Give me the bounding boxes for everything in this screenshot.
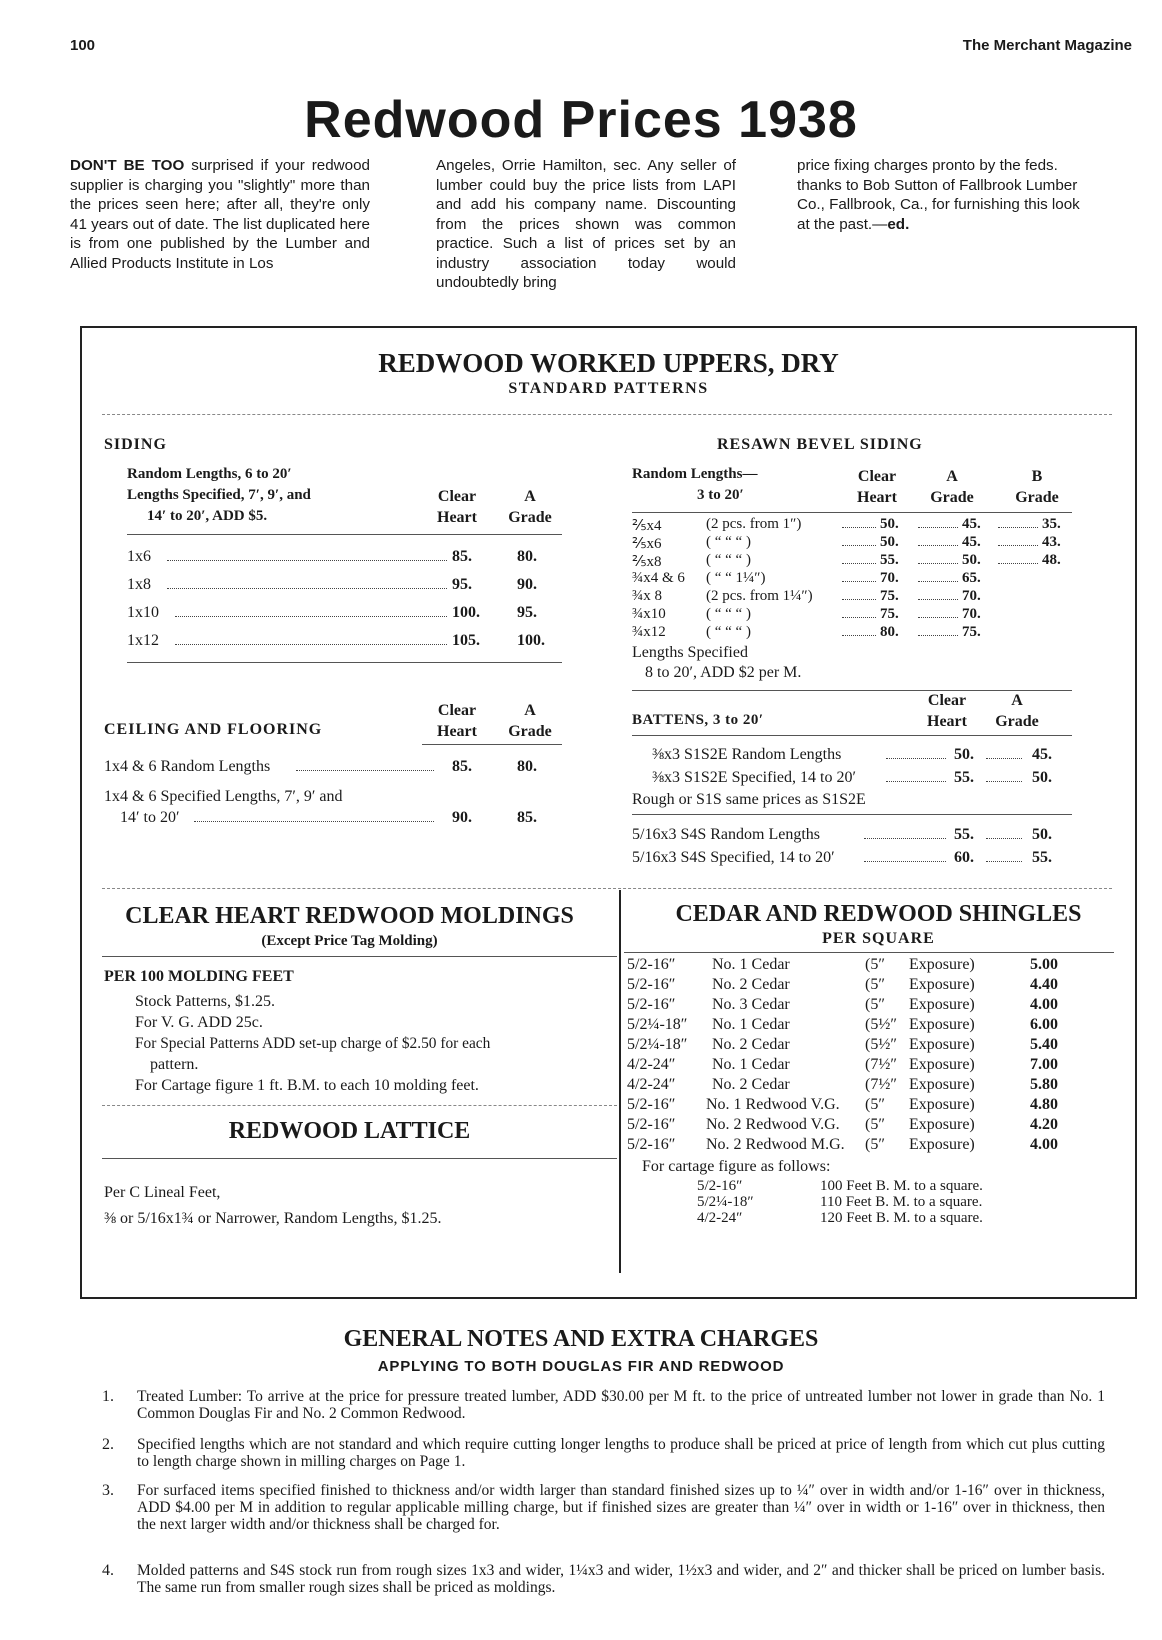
row-a: 85. <box>517 809 537 826</box>
leader <box>918 570 958 582</box>
shingle-exposure: (5½″ <box>865 1036 897 1053</box>
shingle-kind: No. 2 Redwood M.G. <box>706 1136 845 1153</box>
intro-col-1-text: surprised if your redwood supplier is charging you "slightly" more than the prices seen here; after all, they're only 41 years out of date. The list duplicated here is from one published by the Lumber and Allied Products Institute in Los <box>70 157 370 272</box>
shingle-exposure: (7½″ <box>865 1076 897 1093</box>
shingle-size: 5/2¼-18″ <box>627 1016 688 1033</box>
shingles-title: CEDAR AND REDWOOD SHINGLES <box>675 901 1082 927</box>
shingle-size: 5/2¼-18″ <box>627 1036 688 1053</box>
shingle-exposure: (5″ <box>865 1116 885 1133</box>
leader <box>986 746 1022 759</box>
row-label: 5/16x3 S4S Specified, 14 to 20′ <box>632 849 835 866</box>
cartage-text: 110 Feet B. M. to a square. <box>820 1194 983 1210</box>
lattice-title: REDWOOD LATTICE <box>228 1118 471 1144</box>
shingle-price: 5.00 <box>1030 956 1058 973</box>
row-size: ⅖x8 <box>632 554 662 570</box>
note-number: 3. <box>102 1482 114 1499</box>
row-a: 50. <box>962 552 981 568</box>
row-clear: 75. <box>880 606 899 622</box>
shingle-kind: No. 1 Cedar <box>712 956 790 973</box>
row-a: 55. <box>1032 849 1052 866</box>
divider <box>102 1105 617 1106</box>
divider <box>127 534 562 535</box>
row-size: 1x12 <box>127 632 159 649</box>
row-a: 70. <box>962 606 981 622</box>
row-note: (2 pcs. from 1″) <box>706 516 802 532</box>
note-text: Molded patterns and S4S stock run from rough sizes 1x3 and wider, 1¼x3 and wider, 1½x3 and wider, and 2″ and thicker shall be priced on lumber basis. The same run from smaller rough sizes shall be priced as moldings. <box>137 1562 1105 1596</box>
shingle-exposure-label: Exposure) <box>909 1096 975 1113</box>
intro-col-3 <box>797 156 1087 234</box>
row-clear: 95. <box>452 576 472 593</box>
row-a: 65. <box>962 570 981 586</box>
lattice-line-2: ⅜ or 5/16x1¾ or Narrower, Random Lengths, $1.25. <box>104 1210 442 1227</box>
divider <box>102 1158 617 1159</box>
shingle-exposure-label: Exposure) <box>909 1136 975 1153</box>
row-clear: 55. <box>954 826 974 843</box>
divider <box>632 512 1072 513</box>
shingle-price: 4.40 <box>1030 976 1058 993</box>
row-clear: 55. <box>880 552 899 568</box>
bevel-heading: RESAWN BEVEL SIDING <box>717 436 923 453</box>
siding-col-clear: Clear Heart <box>437 488 477 526</box>
shingle-size: 5/2-16″ <box>627 1096 676 1113</box>
divider <box>624 952 1114 953</box>
magazine-name: The Merchant Magazine <box>962 37 1132 54</box>
battens-col-a: A Grade <box>995 692 1039 730</box>
leader <box>864 826 946 839</box>
row-note: ( “ “ “ ) <box>706 624 751 640</box>
bevel-col-a: A Grade <box>930 468 974 506</box>
leader <box>918 516 958 528</box>
leader <box>864 849 946 862</box>
row-size: ⅖x6 <box>632 536 662 552</box>
divider <box>422 744 562 745</box>
shingle-price: 4.00 <box>1030 996 1058 1013</box>
row-a: 50. <box>1032 769 1052 786</box>
intro-lead: DON'T BE TOO <box>70 157 185 174</box>
shingle-price: 4.80 <box>1030 1096 1058 1113</box>
cartage-size: 5/2¼-18″ <box>697 1194 754 1210</box>
row-a: 50. <box>1032 826 1052 843</box>
shingles-cartage: For cartage figure as follows: <box>642 1158 831 1175</box>
divider <box>632 735 1072 736</box>
siding-col-a: A Grade <box>508 488 552 526</box>
intro-col-1 <box>70 156 370 273</box>
row-label: 1x4 & 6 Specified Lengths, 7′, 9′ and <box>104 788 343 805</box>
leader <box>842 624 876 636</box>
shingle-exposure: (5″ <box>865 996 885 1013</box>
row-label: 5/16x3 S4S Random Lengths <box>632 826 821 843</box>
battens-heading: BATTENS, 3 to 20′ <box>632 712 764 728</box>
row-clear: 75. <box>880 588 899 604</box>
moldings-line: For Special Patterns ADD set-up charge of $2.50 for each <box>135 1035 491 1052</box>
shingle-exposure: (5″ <box>865 956 885 973</box>
note-text: For surfaced items specified finished to thickness and/or width larger than standard finished sizes up to ¼″ over in width and/or 1-16″ over in thickness, ADD $4.00 per M in addition to regular applicable milling charge, but if finished sizes are greater than ¼″ over in width or 1-16″ over in thickness, then the next larger width and/or thickness shall be charged for. <box>137 1482 1105 1533</box>
leader <box>918 624 958 636</box>
row-size: 1x8 <box>127 576 151 593</box>
notes-subtitle: APPLYING TO BOTH DOUGLAS FIR AND REDWOOD <box>377 1358 785 1375</box>
row-a: 80. <box>517 758 537 775</box>
shingle-exposure: (5″ <box>865 1136 885 1153</box>
moldings-title: CLEAR HEART REDWOOD MOLDINGS <box>125 903 574 929</box>
shingle-size: 5/2-16″ <box>627 976 676 993</box>
row-label: Rough or S1S same prices as S1S2E <box>632 791 866 808</box>
shingle-size: 5/2-16″ <box>627 956 676 973</box>
bevel-col-b: B Grade <box>1015 468 1059 506</box>
shingle-kind: No. 2 Cedar <box>712 976 790 993</box>
shingle-exposure-label: Exposure) <box>909 1116 975 1133</box>
battens-col-clear: Clear Heart <box>927 692 967 730</box>
divider <box>102 414 1112 415</box>
row-note: ( “ “ “ ) <box>706 552 751 568</box>
leader <box>842 552 876 564</box>
shingle-exposure-label: Exposure) <box>909 1076 975 1093</box>
cartage-text: 100 Feet B. M. to a square. <box>820 1178 983 1194</box>
note-number: 1. <box>102 1388 114 1405</box>
row-clear: 60. <box>954 849 974 866</box>
shingle-exposure-label: Exposure) <box>909 956 975 973</box>
leader <box>842 534 876 546</box>
cartage-size: 5/2-16″ <box>697 1178 743 1194</box>
shingle-size: 5/2-16″ <box>627 996 676 1013</box>
shingle-exposure-label: Exposure) <box>909 996 975 1013</box>
shingle-price: 6.00 <box>1030 1016 1058 1033</box>
table-row <box>104 788 343 806</box>
row-label: ⅜x3 S1S2E Random Lengths <box>652 746 842 763</box>
shingle-price: 4.00 <box>1030 1136 1058 1153</box>
row-clear: 55. <box>954 769 974 786</box>
leader <box>986 769 1022 782</box>
row-a: 100. <box>517 632 545 649</box>
row-b: 48. <box>1042 552 1061 568</box>
divider <box>102 956 617 957</box>
ceiling-col-clear: Clear Heart <box>437 702 477 740</box>
leader <box>918 588 958 600</box>
leader <box>296 758 434 771</box>
cartage-text: 120 Feet B. M. to a square. <box>820 1210 983 1226</box>
ceiling-heading: CEILING AND FLOORING <box>104 721 323 738</box>
leader <box>842 570 876 582</box>
moldings-per: PER 100 MOLDING FEET <box>104 968 294 985</box>
shingle-kind: No. 2 Cedar <box>712 1076 790 1093</box>
leader <box>886 746 946 759</box>
uppers-subtitle: STANDARD PATTERNS <box>508 380 709 397</box>
moldings-subtitle: (Except Price Tag Molding) <box>261 933 438 949</box>
moldings-line: Stock Patterns, $1.25. <box>135 993 275 1010</box>
row-size: ⅖x4 <box>632 518 662 534</box>
row-size: 1x10 <box>127 604 159 621</box>
intro-col-2: Angeles, Orrie Hamilton, sec. Any seller of lumber could buy the price lists from LAPI and add his company name. Discounting from the prices shown was common practice. Such a list of prices set by an industry association today would undoubtedly bring <box>436 157 736 291</box>
leader <box>842 516 876 528</box>
row-label: ⅜x3 S1S2E Specified, 14 to 20′ <box>652 769 856 786</box>
lattice-line-1: Per C Lineal Feet, <box>104 1184 221 1201</box>
row-clear: 85. <box>452 548 472 565</box>
row-note: ( “ “ 1¼″) <box>706 570 766 586</box>
ceiling-col-a: A Grade <box>508 702 552 740</box>
shingle-exposure-label: Exposure) <box>909 976 975 993</box>
leader <box>918 534 958 546</box>
row-note: (2 pcs. from 1¼″) <box>706 588 813 604</box>
page-title: Redwood Prices 1938 <box>304 91 858 149</box>
shingle-exposure: (5½″ <box>865 1016 897 1033</box>
leader <box>194 809 434 822</box>
shingle-size: 5/2-16″ <box>627 1116 676 1133</box>
shingle-size: 5/2-16″ <box>627 1136 676 1153</box>
notes-title: GENERAL NOTES AND EXTRA CHARGES <box>343 1326 819 1352</box>
note-text: Treated Lumber: To arrive at the price for pressure treated lumber, ADD $30.00 per M ft. to the price of untreated lumber not lower in grade than No. 1 Common Douglas Fir and No. 2 Common Redwood. <box>137 1388 1105 1422</box>
row-size: ¾x12 <box>632 624 666 640</box>
divider <box>102 888 1112 889</box>
shingle-price: 7.00 <box>1030 1056 1058 1073</box>
row-clear: 80. <box>880 624 899 640</box>
bevel-footer-2: 8 to 20′, ADD $2 per M. <box>645 664 802 681</box>
bevel-col-clear: Clear Heart <box>857 468 897 506</box>
leader <box>886 769 946 782</box>
column-divider <box>619 890 621 1273</box>
shingle-exposure: (5″ <box>865 1096 885 1113</box>
row-size: ¾x4 & 6 <box>632 570 685 586</box>
leader <box>986 849 1022 862</box>
row-size: ¾x10 <box>632 606 666 622</box>
shingle-price: 5.40 <box>1030 1036 1058 1053</box>
leader <box>167 548 447 561</box>
row-clear: 100. <box>452 604 480 621</box>
siding-heading: SIDING <box>104 436 167 453</box>
shingle-exposure-label: Exposure) <box>909 1036 975 1053</box>
note-text: Specified lengths which are not standard and which require cutting longer lengths to produce shall be priced at price of length from which cut plus cutting to length charge shown in milling charges on Page 1. <box>137 1436 1105 1470</box>
row-clear: 90. <box>452 809 472 826</box>
row-label: 14′ to 20′ <box>120 809 180 826</box>
shingle-kind: No. 1 Cedar <box>712 1056 790 1073</box>
uppers-title: REDWOOD WORKED UPPERS, DRY <box>378 348 839 378</box>
note-number: 2. <box>102 1436 114 1453</box>
page-number: 100 <box>70 37 96 54</box>
row-size: ¾x 8 <box>632 588 662 604</box>
shingle-size: 4/2-24″ <box>627 1056 676 1073</box>
leader <box>842 588 876 600</box>
row-clear: 50. <box>954 746 974 763</box>
row-a: 70. <box>962 588 981 604</box>
shingle-exposure: (5″ <box>865 976 885 993</box>
leader <box>842 606 876 618</box>
shingle-kind: No. 1 Redwood V.G. <box>706 1096 840 1113</box>
row-a: 45. <box>962 516 981 532</box>
row-a: 45. <box>962 534 981 550</box>
shingle-kind: No. 3 Cedar <box>712 996 790 1013</box>
row-a: 95. <box>517 604 537 621</box>
siding-desc-3: 14′ to 20′, ADD $5. <box>147 508 268 524</box>
row-a: 45. <box>1032 746 1052 763</box>
shingle-kind: No. 2 Cedar <box>712 1036 790 1053</box>
moldings-line: For Cartage figure 1 ft. B.M. to each 10 molding feet. <box>135 1077 479 1094</box>
divider <box>632 814 1072 815</box>
intro-editor-mark: ed. <box>887 215 910 233</box>
shingle-exposure: (7½″ <box>865 1056 897 1073</box>
siding-desc-2: Lengths Specified, 7′, 9′, and <box>127 487 311 503</box>
leader <box>986 826 1022 839</box>
divider <box>127 662 562 663</box>
bevel-desc-2: 3 to 20′ <box>697 487 744 503</box>
shingle-exposure-label: Exposure) <box>909 1016 975 1033</box>
leader <box>175 632 447 645</box>
leader <box>175 604 447 617</box>
row-note: ( “ “ “ ) <box>706 606 751 622</box>
row-clear: 105. <box>452 632 480 649</box>
shingle-kind: No. 2 Redwood V.G. <box>706 1116 840 1133</box>
bevel-footer-1: Lengths Specified <box>632 644 748 661</box>
siding-desc-1: Random Lengths, 6 to 20′ <box>127 466 292 482</box>
moldings-line: pattern. <box>150 1056 199 1073</box>
row-b: 43. <box>1042 534 1061 550</box>
row-a: 80. <box>517 548 537 565</box>
leader <box>167 576 447 589</box>
leader <box>918 552 958 564</box>
row-note: ( “ “ “ ) <box>706 534 751 550</box>
row-size: 1x6 <box>127 548 151 565</box>
row-clear: 85. <box>452 758 472 775</box>
row-clear: 70. <box>880 570 899 586</box>
row-b: 35. <box>1042 516 1061 532</box>
row-clear: 50. <box>880 516 899 532</box>
note-number: 4. <box>102 1562 114 1579</box>
shingles-subtitle: PER SQUARE <box>822 930 935 947</box>
row-label: 1x4 & 6 Random Lengths <box>104 758 271 775</box>
bevel-desc-1: Random Lengths— <box>632 466 758 482</box>
cartage-size: 4/2-24″ <box>697 1210 743 1226</box>
leader <box>998 552 1038 564</box>
shingle-price: 4.20 <box>1030 1116 1058 1133</box>
row-a: 90. <box>517 576 537 593</box>
row-clear: 50. <box>880 534 899 550</box>
shingle-size: 4/2-24″ <box>627 1076 676 1093</box>
shingle-price: 5.80 <box>1030 1076 1058 1093</box>
leader <box>998 516 1038 528</box>
moldings-line: For V. G. ADD 25c. <box>135 1014 263 1031</box>
price-list-box <box>80 326 1137 1299</box>
shingle-exposure-label: Exposure) <box>909 1056 975 1073</box>
intro-col-3-text: price fixing charges pronto by the feds. thanks to Bob Sutton of Fallbrook Lumber Co., Fallbrook, Ca., for furnishing this look at the past.— <box>797 157 1080 233</box>
leader <box>998 534 1038 546</box>
shingle-kind: No. 1 Cedar <box>712 1016 790 1033</box>
row-a: 75. <box>962 624 981 640</box>
leader <box>918 606 958 618</box>
